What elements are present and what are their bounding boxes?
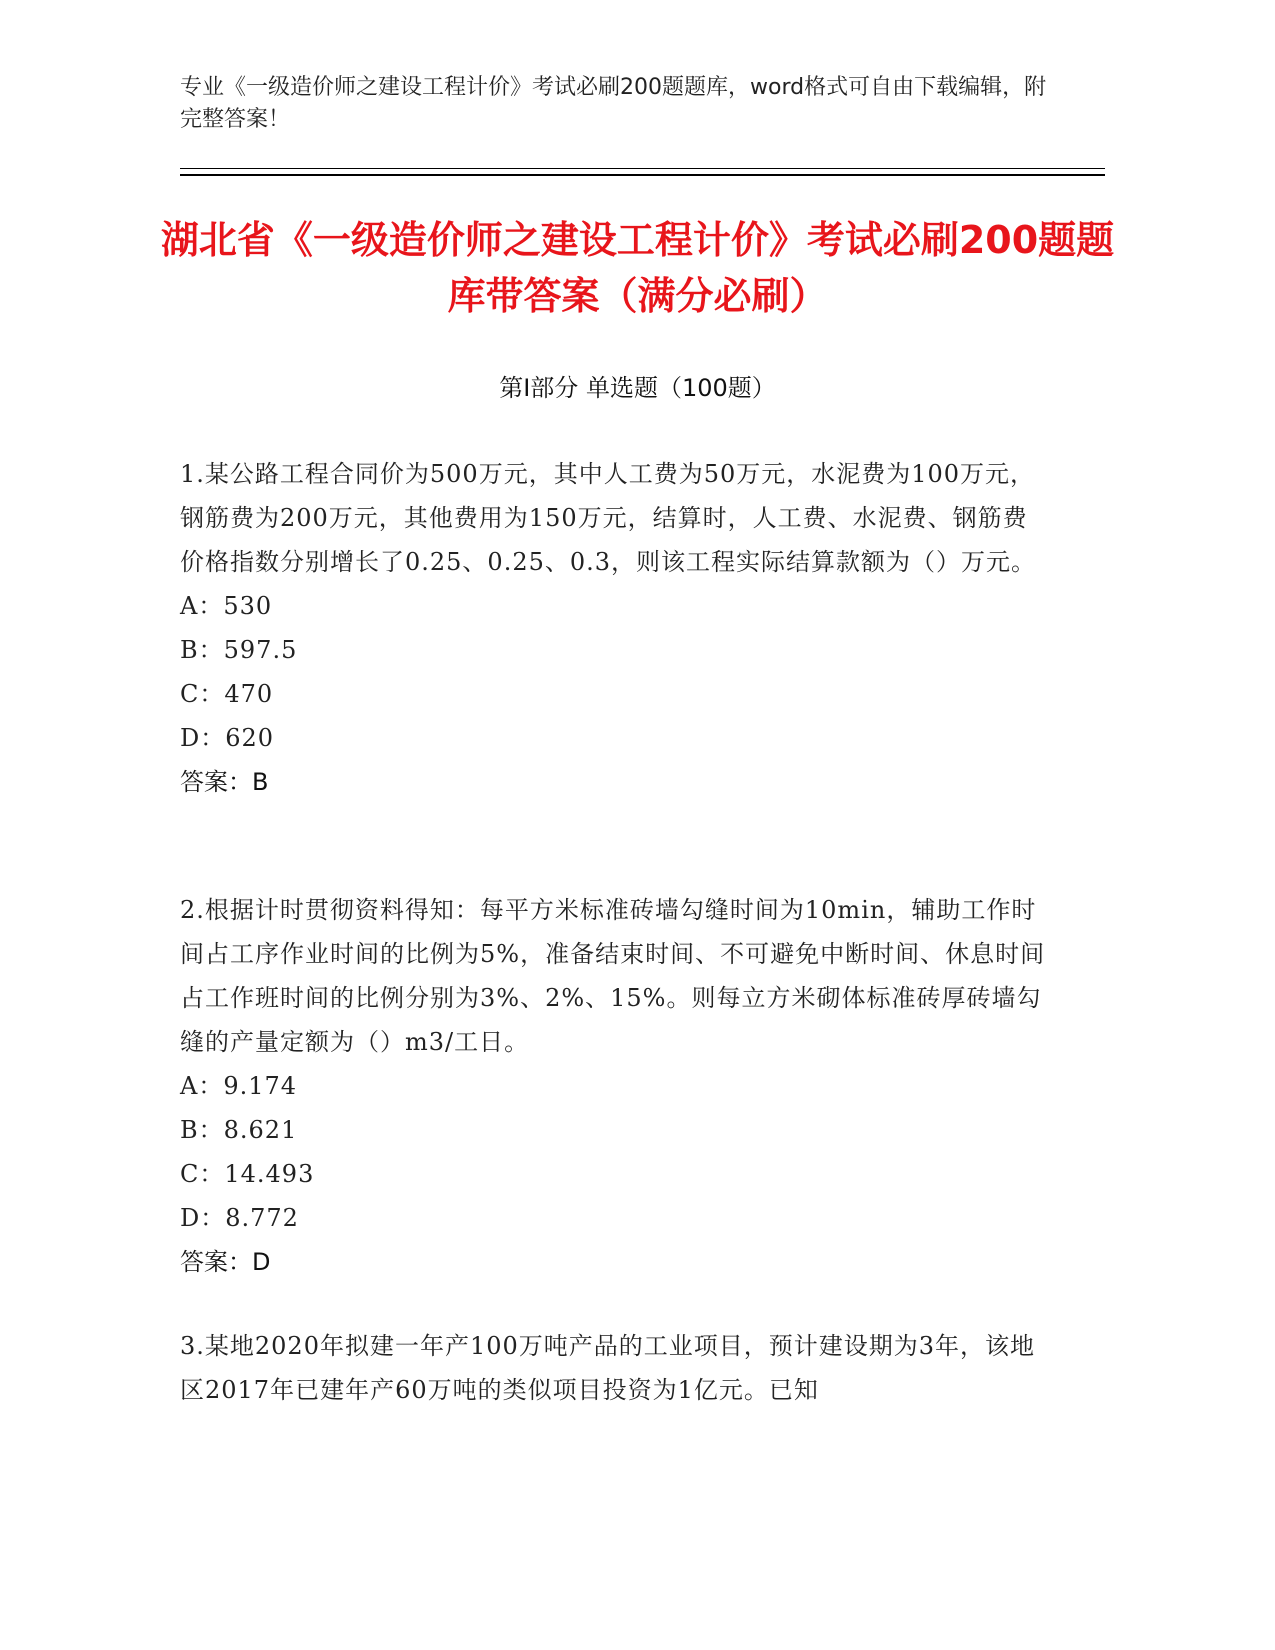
question-stem: 2.根据计时贯彻资料得知：每平方米标准砖墙勾缝时间为10min，辅助工作时间占工序作业时间的比例为5%，准备结束时间、不可避免中断时间、休息时间占工作班时间的比例分别为3%、2%、15%。则每立方米砌体标准砖厚砖墙勾缝的产量定额为（）m3/工日。 <box>180 896 1046 1056</box>
option-a: A：9.174 <box>180 1072 298 1100</box>
question-1 <box>180 452 1050 804</box>
option-d: D：8.772 <box>180 1204 299 1232</box>
question-stem: 1.某公路工程合同价为500万元，其中人工费为50万元，水泥费为100万元，钢筋费为200万元，其他费用为150万元，结算时，人工费、水泥费、钢筋费价格指数分别增长了0.25、0.25、0.3，则该工程实际结算款额为（）万元。 <box>180 460 1037 576</box>
header-divider-thick <box>180 174 1105 176</box>
question-2 <box>180 888 1050 1284</box>
question-stem: 3.某地2020年拟建一年产100万吨产品的工业项目，预计建设期为3年，该地区2017年已建年产60万吨的类似项目投资为1亿元。已知 <box>180 1332 1036 1404</box>
header-divider-thin <box>180 168 1105 169</box>
option-b: B：597.5 <box>180 636 298 664</box>
option-b: B：8.621 <box>180 1116 298 1144</box>
header-note: 专业《一级造价师之建设工程计价》考试必刷200题题库，word格式可自由下载编辑，附完整答案！ <box>180 75 1047 132</box>
section-title: 第I部分 单选题（100题） <box>499 374 776 402</box>
answer: 答案：B <box>180 768 269 796</box>
option-d: D：620 <box>180 724 275 752</box>
question-3 <box>180 1324 1050 1412</box>
option-a: A：530 <box>180 592 273 620</box>
document-title: 湖北省《一级造价师之建设工程计价》考试必刷200题题库带答案（满分必刷） <box>160 218 1115 318</box>
option-c: C：470 <box>180 680 274 708</box>
answer: 答案：D <box>180 1248 271 1276</box>
option-c: C：14.493 <box>180 1160 315 1188</box>
